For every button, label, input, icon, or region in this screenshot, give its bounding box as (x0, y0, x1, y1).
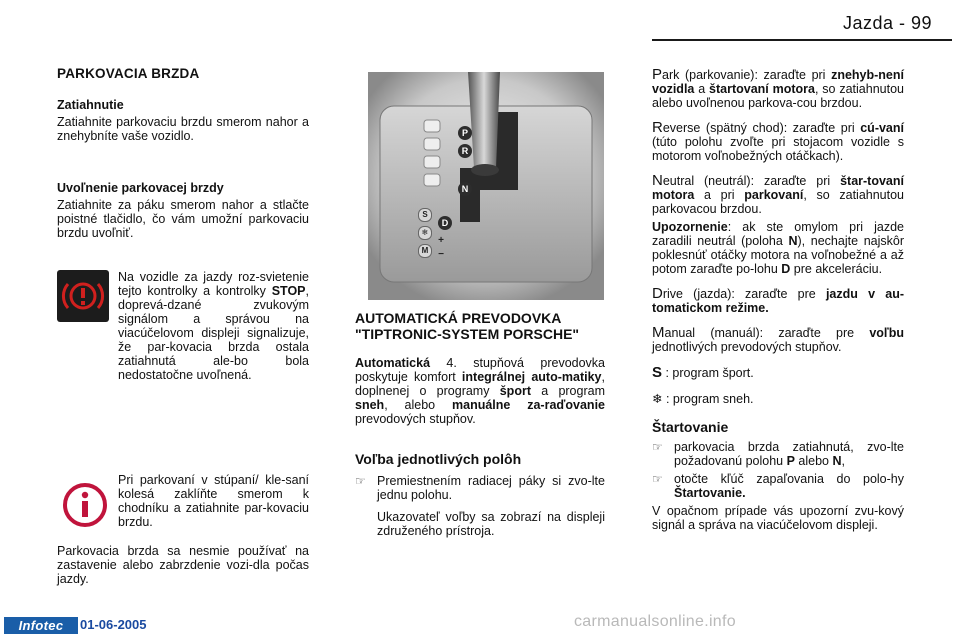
infotec-logo: Infotec (4, 617, 78, 634)
gear-n-text-b: štar-tovaní motora (652, 174, 904, 202)
footer-watermark: carmanualsonline.info (574, 613, 736, 630)
start-bullet-1 (652, 440, 904, 468)
start-bullet-1-n: N (832, 454, 842, 468)
warning-gear-d: D (781, 262, 791, 276)
gear-n-text-a: eutral (neutrál): zaraďte pri (662, 174, 841, 188)
gear-r-text-b: cú-vaní (860, 121, 904, 135)
program-snow-symbol: ❄ (418, 226, 432, 240)
release-text: Zatiahnite za páku smerom nahor a stlačte poistné tlačidlo, čo vám umožní parkovaciu brzdu uvoľniť. (57, 198, 309, 240)
program-snow-text: : program sneh. (662, 392, 754, 406)
warning-text-c: pre akceleráciu. (790, 262, 883, 276)
warning-text-top (118, 270, 309, 382)
gear-n-text-d: parkovaní (744, 188, 804, 202)
right-column (652, 68, 904, 532)
p1-i: manuálne za-raďovanie (452, 398, 605, 412)
program-sport-symbol: S (418, 208, 432, 222)
gear-n-initial: N (652, 172, 663, 189)
subsection-release-title: Uvoľnenie parkovacej brzdy (57, 181, 224, 195)
gear-p-text-e: , so zatiahnutou alebo uvoľnenou parkova-cou brzdou. (652, 82, 904, 110)
manual-mode-symbol: M (418, 244, 432, 258)
info-icon (62, 482, 108, 528)
start-bullet-2-b: Štartovanie. (674, 486, 746, 500)
bullet-text: Premiestnením radiacej páky si zvo-lte jednu polohu. (377, 474, 605, 502)
gear-m-initial: M (652, 324, 665, 341)
gear-d-initial: D (652, 285, 663, 302)
p1-c: integrálnej auto-matiky (461, 370, 602, 384)
warning-gear-n: N (788, 234, 798, 248)
warning-text-b: ), nechajte najskôr poklesnúť otáčky motora na voľnobežné a až potom zaraďte po-lohu (652, 234, 904, 276)
bullet-item (355, 474, 605, 502)
gear-letter-r: R (458, 144, 472, 158)
warning-text-a: Na vozidle za jazdy roz-svietenie tejto kontrolky a kontrolky (118, 270, 309, 298)
gear-m-text-c: jednotlivých prevodových stupňov. (652, 340, 842, 354)
gear-n-text-e: , so zatiahnutou parkovacou brzdou. (652, 188, 904, 216)
section-title-automatic-gearbox: AUTOMATICKÁ PREVODOVKA "TIPTRONIC-SYSTEM PORSCHE" (355, 310, 580, 342)
shift-down-symbol: − (438, 249, 444, 260)
p1-d: , doplnenej o programy (355, 370, 605, 398)
section-title-parking-brake: PARKOVACIA BRZDA (57, 66, 200, 81)
shift-up-symbol: + (438, 235, 444, 246)
gear-d-text-b: jazdu v au-tomatickom režime. (652, 287, 904, 315)
start-bullet-1-p: P (786, 454, 795, 468)
hand-bullet-icon: ☞ (652, 472, 663, 486)
start-bullet-1-c: , (841, 454, 845, 468)
p1-a: Automatická (355, 356, 431, 370)
gear-n-text-c: a pri (694, 188, 745, 202)
gear-selector-illustration (368, 72, 604, 300)
start-final-note: V opačnom prípade vás upozorní zvu-kový signál a správa na viacúčelovom displeji. (652, 504, 904, 532)
gear-letter-p: P (458, 126, 472, 140)
start-bullet-2-a: otočte kľúč zapaľovania do polo-hy (674, 472, 904, 486)
middle-column (355, 310, 605, 538)
gear-m-text-b: voľbu (869, 326, 904, 340)
hand-bullet-icon: ☞ (652, 440, 663, 454)
subsection-starting: Štartovanie (652, 419, 729, 435)
info-text: Pri parkovaní v stúpaní/ kle-saní kolesá zaklíňte smerom k chodníku a zatiahnite par-kovaciu brzdu. (118, 473, 309, 529)
parking-brake-warning-icon (57, 270, 109, 322)
parking-brake-note: Parkovacia brzda sa nesmie používať na zastavenie alebo zabrzdenie vozi-dla počas jazdy. (57, 544, 309, 586)
bullet-continuation: Ukazovateľ voľby sa zobrazí na displeji združeného prístroja. (377, 510, 605, 538)
program-s-label: S (652, 364, 663, 381)
gear-p-initial: P (652, 66, 663, 83)
start-bullet-1-a: parkovacia brzda zatiahnutá, zvo-lte požadovanú polohu (674, 440, 904, 468)
gear-r-text-a: everse (spätný chod): zaraďte pri (662, 121, 861, 135)
header-rule (652, 39, 952, 41)
gear-letter-n: N (458, 182, 472, 196)
p1-e: šport (499, 384, 531, 398)
engage-text: Zatiahnite parkovaciu brzdu smerom nahor a znehybníte vaše vozidlo. (57, 115, 309, 143)
start-bullet-2 (652, 472, 904, 500)
stop-word: STOP (271, 284, 306, 298)
gear-p-text-b: znehyb-není vozidla (652, 68, 904, 96)
gear-p-text-c: a (694, 82, 710, 96)
warning-label: Upozornenie (652, 220, 728, 234)
p1-f: a program (530, 384, 605, 398)
p1-j: prevodových stupňov. (355, 412, 476, 426)
gear-d-text-a: rive (jazda): zaraďte pre (662, 287, 826, 301)
gear-p-text-d: štartovaní motora (709, 82, 815, 96)
warning-text-b: , doprevá-dzané zvukovým signálom a správou na viacúčelovom displeji signalizuje, že par-kovacia brzda ostala zatiahnutá ale-bo bola nedostatočne uvoľnená. (118, 284, 309, 382)
program-s-text: : program šport. (662, 366, 754, 380)
p1-h: , alebo (384, 398, 452, 412)
left-column (57, 67, 309, 240)
hand-bullet-icon: ☞ (355, 474, 366, 488)
subsection-position-selection: Voľba jednotlivých polôh (355, 451, 522, 467)
start-bullet-1-b: alebo (794, 454, 833, 468)
snowflake-icon: ❄ (652, 392, 663, 406)
gear-r-initial: R (652, 119, 663, 136)
gear-p-text-a: ark (parkovanie): zaraďte pri (662, 68, 832, 82)
subsection-engage-title: Zatiahnutie (57, 98, 124, 112)
footer-date: 01-06-2005 (80, 617, 147, 632)
gear-r-text-c: (túto polohu zvoľte pri stojacom vozidle s motorom voľnobežných otáčkach). (652, 135, 904, 163)
p1-b: 4. stupňová prevodovka poskytuje komfort (355, 356, 605, 384)
page-number: Jazda - 99 (842, 13, 932, 33)
gear-m-text-a: anual (manuál): zaraďte pre (664, 326, 870, 340)
gear-letter-d: D (438, 216, 452, 230)
warning-text-a: : ak ste omylom pri jazde zaradili neutrál (poloha (652, 220, 904, 248)
p1-g: sneh (355, 398, 385, 412)
